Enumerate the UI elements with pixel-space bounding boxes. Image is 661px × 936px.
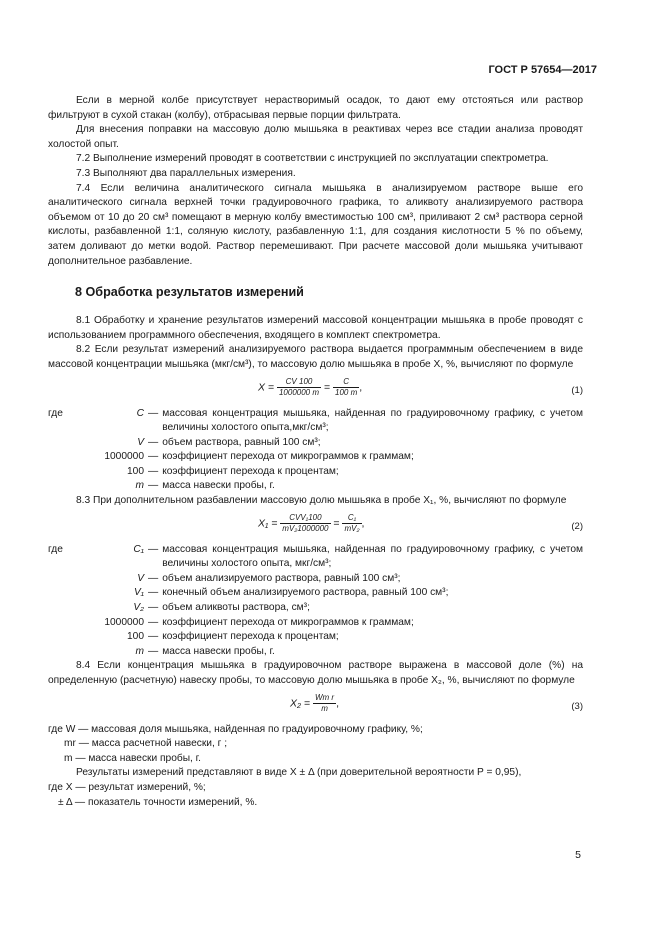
definition-text: коэффициент перехода к процентам; — [162, 631, 339, 643]
definition-item: V₂ — объем аликвоты раствора, см³; — [48, 601, 583, 616]
definition-text: коэффициент перехода от микрограммов к граммам; — [162, 616, 414, 628]
paragraph: Для внесения поправки на массовую долю мышьяка в реактивах через все стадии анализа проводят холостой опыт. — [48, 124, 583, 150]
results-line: ± Δ — показатель точности измерений, %. — [58, 796, 258, 808]
definition-text: массовая концентрация мышьяка, найденная по градуировочному графику, с учетом величины холостого опыта,мкг/см³; — [162, 407, 583, 434]
definition-item: 100 — коэффициент перехода к процентам; — [48, 630, 583, 645]
definitions-2 — [48, 543, 583, 660]
definition-item: V — объем анализируемого раствора, равный 100 см³; — [48, 572, 583, 587]
definition-symbol: где C₁ — [48, 543, 144, 572]
definition-item: 1000000 — коэффициент перехода от микрограммов к граммам; — [48, 616, 583, 631]
document-body — [48, 94, 583, 810]
definition-symbol: 1000000 — [104, 451, 144, 463]
definition-text: массовая концентрация мышьяка, найденная по градуировочному графику, с учетом величины холостого опыта, мкг/см³; — [162, 543, 583, 570]
definition-symbol: V — [137, 436, 144, 448]
definition-symbol: 1000000 — [104, 616, 144, 628]
definition-text: конечный объем анализируемого раствора, равный 100 см³; — [162, 587, 449, 599]
fraction: $\frac{C}{100 m}$ — [335, 376, 358, 397]
definition-line: mr — масса расчетной навески, г ; — [64, 738, 228, 750]
definition-symbol: V₁ — [133, 587, 144, 599]
definition-symbol: 100 — [127, 465, 144, 477]
paragraph: Если в мерной колбе присутствует нерастворимый осадок, то дают ему отстояться или раствор фильтруют в сухой стакан (колбу), отбрасывая первые порции фильтрата. — [48, 95, 583, 121]
formula-number: (3) — [571, 700, 583, 712]
results-line: где X — результат измерений, %; — [48, 781, 206, 793]
formula-1: X = $\frac{CV 100}{1000000 m}$ = $\frac{C}{100 m}$ , (1) — [258, 376, 583, 397]
definition-symbol: V₂ — [133, 602, 144, 614]
paragraph-8-3: 8.3 При дополнительном разбавлении массовую долю мышьяка в пробе X₁, %, вычисляют по формуле — [76, 495, 567, 507]
fraction: $\frac{\text{Wm r}}{m}$ — [314, 692, 335, 713]
fraction: $\frac{\text{C₁}}{\text{mV₂}}$ — [344, 512, 360, 533]
definition-text: объем раствора, равный 100 см³; — [162, 436, 321, 448]
paragraph-8-2: 8.2 Если результат измерений анализируемого раствора выдается программным обеспечением в виде массовой концентрации мышьяка (мкг/см³), то массовую долю мышьяка в пробе X, %, вычисляют по формуле — [48, 344, 583, 370]
formula-2: X₁ = $\frac{\text{CVV₁100}}{\text{mV₂1000000}}$ = $\frac{\text{C₁}}{\text{mV₂}}$ , (2) — [258, 512, 583, 533]
definition-symbol: m — [135, 480, 144, 492]
paragraph-7-2: 7.2 Выполнение измерений проводят в соответствии с инструкцией по эксплуатации спектрометра. — [76, 153, 549, 165]
definitions-1 — [48, 407, 583, 495]
definition-text: коэффициент перехода к процентам; — [162, 465, 339, 477]
results-line: Результаты измерений представляют в виде X ± Δ (при доверительной вероятности P = 0,95), — [76, 767, 522, 779]
definition-text: объем аликвоты раствора, см³; — [162, 602, 310, 614]
definition-line: m — масса навески пробы, г. — [64, 752, 201, 764]
formula-lhs: X₂ = — [290, 696, 311, 709]
definition-item: 1000000 — коэффициент перехода от микрограммов к граммам; — [48, 450, 583, 465]
paragraph-8-1: 8.1 Обработку и хранение результатов измерений массовой концентрации мышьяка в пробе проводят с использованием программного обеспечения, входящего в комплект спектрометра. — [48, 315, 583, 341]
paragraph-7-4: 7.4 Если величина аналитического сигнала мышьяка в анализируемом растворе выше его аналитического сигнала верхней точки градуировочного графика, то аликвоту анализируемого раствора объемом от 10 до 20 см³ помещают в мерную колбу вместимостью 100 см³, приливают 2 см³ раствора серной кислоты, разбавленной 1:1, соляную кислоту, разбавленную 1:1, для создания кислотности 5 % по объему, затем доливают до метки водой. Раствор перемешивают. При расчете массовой доли мышьяка учитывают дополнительное разбавление. — [48, 182, 583, 267]
definition-item: V — объем раствора, равный 100 см³; — [48, 436, 583, 451]
definition-symbol: 100 — [127, 631, 144, 643]
definition-text: масса навески пробы, г. — [162, 480, 275, 492]
formula-lhs: X₁ = — [258, 516, 278, 529]
definition-item: V₁ — конечный объем анализируемого раствора, равный 100 см³; — [48, 586, 583, 601]
definition-symbol: V — [137, 572, 144, 584]
where-word: где — [48, 543, 63, 555]
definition-line: где W — массовая доля мышьяка, найденная по градуировочному графику, %; — [48, 723, 423, 735]
definition-text: коэффициент перехода от микрограммов к граммам; — [162, 451, 414, 463]
definition-symbol: где C — [48, 407, 144, 436]
fraction: $\frac{CV 100}{1000000 m}$ — [278, 376, 320, 397]
definition-item: где C — массовая концентрация мышьяка, найденная по градуировочному графику, с учетом величины холостого опыта,мкг/см³; — [48, 407, 583, 436]
definition-item: m — масса навески пробы, г. — [48, 645, 583, 660]
page-number: 5 — [575, 849, 581, 861]
section-title: 8 Обработка результатов измерений — [75, 285, 304, 300]
definition-item: 100 — коэффициент перехода к процентам; — [48, 465, 583, 480]
definition-item: где C₁ — массовая концентрация мышьяка, найденная по градуировочному графику, с учетом величины холостого опыта, мкг/см³; — [48, 543, 583, 572]
paragraph-8-4: 8.4 Если концентрация мышьяка в градуировочном растворе выражена в массовой доле (%) на определенную (расчетную) навеску пробы, то массовую долю мышьяка в пробе X₂, %, вычисляют по формуле — [48, 660, 583, 686]
definition-symbol: m — [135, 645, 144, 657]
formula-3: X₂ = $\frac{\text{Wm r}}{m}$ , (3) — [290, 692, 583, 713]
definition-item: m — масса навески пробы, г. — [48, 479, 583, 494]
formula-lhs: X = — [258, 380, 275, 393]
formula-number: (1) — [571, 384, 583, 396]
definition-text: объем анализируемого раствора, равный 100 см³; — [162, 572, 401, 584]
paragraph-7-3: 7.3 Выполняют два параллельных измерения. — [76, 167, 296, 179]
formula-number: (2) — [571, 520, 583, 532]
fraction: $\frac{\text{CVV₁100}}{\text{mV₂1000000}}$ — [282, 512, 329, 533]
definition-text: масса навески пробы, г. — [162, 645, 275, 657]
document-header: ГОСТ Р 57654—2017 — [488, 64, 597, 76]
where-word: где — [48, 407, 63, 419]
